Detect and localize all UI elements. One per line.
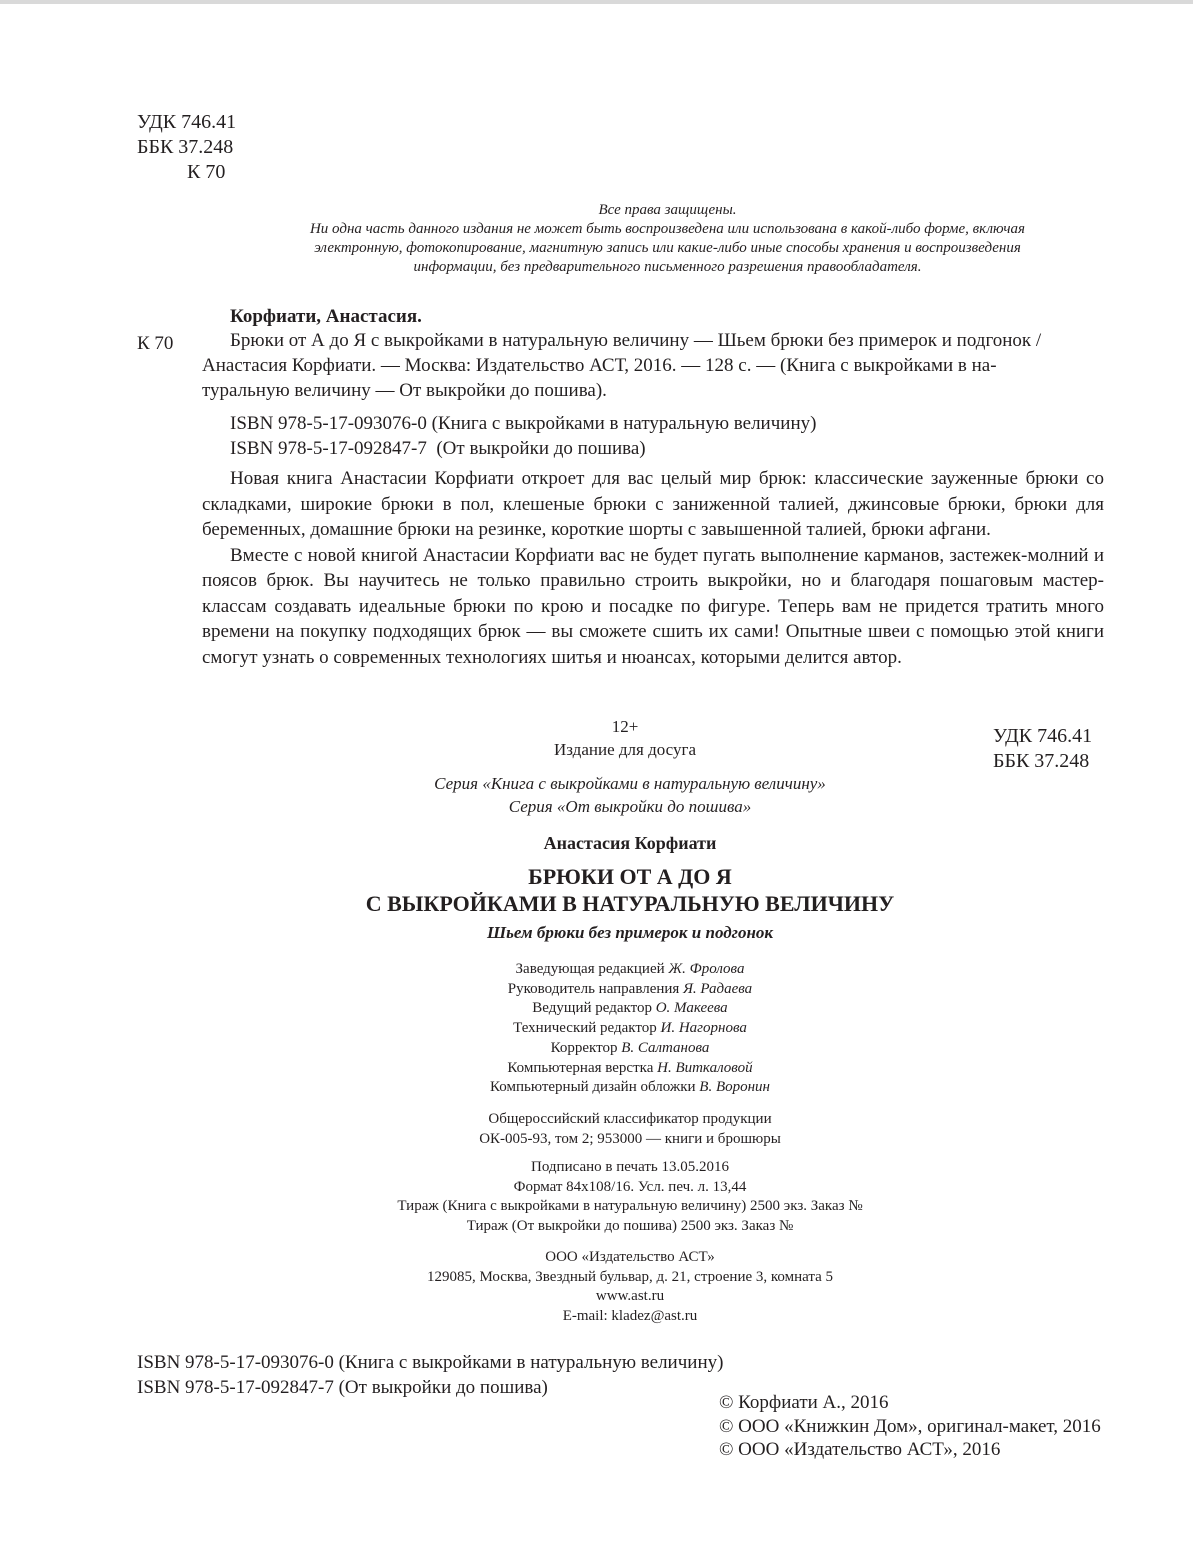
book-title: [280, 863, 980, 917]
rights-line: Все права защищены.: [598, 202, 737, 218]
bibliographic-description: [202, 328, 1103, 403]
isbn-line: ISBN 978-5-17-093076-0 (Книга с выкройками в натуральную величину): [137, 1352, 724, 1373]
author-mark: К 70: [187, 161, 226, 183]
staff-role: Компьютерный дизайн обложки: [489, 1079, 696, 1096]
staff-name: Н. Виткаловой: [657, 1059, 753, 1076]
biblio-line: Брюки от А до Я с выкройками в натуральную величину — Шьем брюки без примерок и подгонок /: [230, 330, 1042, 351]
isbn-line: ISBN 978-5-17-092847-7 (От выкройки до пошива): [137, 1377, 548, 1398]
catalog-isbn-2: ISBN 978-5-17-092847-7 (От выкройки до пошива): [230, 438, 646, 459]
rights-line: Ни одна часть данного издания не может быть воспроизведена или использована в какой-либо форме, включая: [309, 221, 1026, 237]
print-line: Тираж (От выкройки до пошива) 2500 экз. Заказ №: [466, 1217, 794, 1234]
staff-name: В. Воронин: [699, 1079, 770, 1096]
udk-block-right: [993, 724, 1092, 774]
staff-name: В. Салтанова: [621, 1039, 710, 1056]
staff-line: [330, 1078, 930, 1098]
staff-role: Ведущий редактор: [532, 1000, 652, 1017]
series-line: Серия «От выкройки до пошива»: [508, 797, 752, 816]
product-classifier: [330, 1110, 930, 1149]
staff-line: [330, 980, 930, 1000]
publisher-website: www.ast.ru: [595, 1288, 665, 1304]
staff-role: Заведующая редакцией: [515, 961, 665, 977]
biblio-line: Анастасия Корфиати. — Москва: Издательство АСТ, 2016. — 128 с. — (Книга с выкройками в на-: [202, 355, 997, 376]
staff-line: [330, 960, 930, 980]
print-line: Тираж (Книга с выкройками в натуральную величину) 2500 экз. Заказ №: [397, 1198, 863, 1214]
staff-line: [330, 1019, 930, 1039]
staff-role: Технический редактор: [513, 1020, 657, 1037]
staff-role: Корректор: [550, 1039, 618, 1056]
staff-name: О. Макеева: [655, 1000, 728, 1017]
book-title-line: БРЮКИ ОТ А ДО Я: [528, 864, 732, 889]
rights-line: электронную, фотокопирование, магнитную запись или какие-либо иные способы хранения и воспроизведения: [314, 240, 1021, 256]
staff-name: Я. Радаева: [683, 980, 753, 997]
publisher-name: ООО «Издательство АСТ»: [545, 1249, 715, 1265]
udk-code: УДК 746.41: [137, 111, 237, 133]
bbk-code: ББК 37.248: [993, 750, 1090, 772]
series-block: [330, 772, 930, 818]
copyright-line: © Корфиати А., 2016: [719, 1392, 889, 1413]
book-subtitle: Шьем брюки без примерок и подгонок: [487, 923, 773, 942]
annotation: [202, 466, 1104, 670]
staff-name: И. Нагорнова: [660, 1020, 747, 1037]
publisher-info: [330, 1248, 930, 1326]
udk-block-top: [137, 110, 236, 185]
classifier-line: ОК-005-93, том 2; 953000 — книги и брошюры: [479, 1130, 781, 1147]
page-top-edge: [0, 0, 1193, 4]
print-line: Формат 84x108/16. Усл. печ. л. 13,44: [513, 1178, 747, 1195]
copyright-block: [719, 1391, 1101, 1462]
staff-role: Руководитель направления: [507, 980, 680, 997]
staff-line: [330, 1059, 930, 1079]
age-rating: 12+: [611, 717, 639, 736]
series-line: Серия «Книга с выкройками в натуральную величину»: [434, 774, 826, 793]
book-author: Анастасия Корфиати: [543, 833, 717, 853]
age-rating-block: [490, 715, 760, 761]
book-title-line: С ВЫКРОЙКАМИ В НАТУРАЛЬНУЮ ВЕЛИЧИНУ: [365, 891, 895, 916]
staff-credits: [330, 960, 930, 1098]
isbn-block: [137, 1350, 723, 1400]
print-info: [290, 1158, 970, 1236]
catalog-author-heading: Корфиати, Анастасия.: [230, 306, 422, 327]
staff-line: [330, 1039, 930, 1059]
biblio-line: туральную величину — От выкройки до пошива).: [202, 380, 607, 401]
bbk-code: ББК 37.248: [137, 136, 234, 158]
publisher-email: E-mail: kladez@ast.ru: [562, 1307, 698, 1324]
annotation-paragraph: Вместе с новой книгой Анастасии Корфиати вас не будет пугать выполнение карманов, застежек-молний и поясов брюк. Вы научитесь не только правильно строить выкройки, но и благодаря пошаговым мастер-классам создавать идеальные брюки по крою и посадке по фигуре. Теперь вам не придется тратить много времени на покупку подходящих брюк — вы сможете сшить их сами! Опытные швеи с помощью этой книги смогут узнать о современных технологиях шитья и нюансах, которыми делится автор.: [202, 544, 1104, 668]
staff-name: Ж. Фролова: [668, 961, 745, 977]
publisher-address: 129085, Москва, Звездный бульвар, д. 21, строение 3, комната 5: [426, 1268, 834, 1285]
staff-line: [330, 999, 930, 1019]
rights-notice: [0, 201, 1193, 277]
rights-line: информации, без предварительного письменного разрешения правообладателя.: [413, 259, 922, 275]
annotation-paragraph: Новая книга Анастасии Корфиати откроет для вас целый мир брюк: классические зауженные брюки со складками, широкие брюки в пол, клешеные брюки с заниженной талией, джинсовые брюки, брюки для беременных, домашние брюки на резинке, короткие шорты с завышенной талией, брюки афгани.: [202, 468, 1104, 540]
print-line: Подписано в печать 13.05.2016: [531, 1159, 729, 1175]
catalog-author-mark: К 70: [137, 333, 174, 354]
copyright-line: © ООО «Книжкин Дом», оригинал-макет, 2016: [719, 1415, 1101, 1437]
udk-code: УДК 746.41: [993, 725, 1093, 747]
classifier-line: Общероссийский классификатор продукции: [488, 1111, 772, 1127]
staff-role: Компьютерная верстка: [507, 1059, 654, 1076]
catalog-isbn-1: ISBN 978-5-17-093076-0 (Книга с выкройками в натуральную величину): [230, 413, 817, 434]
copyright-line: © ООО «Издательство АСТ», 2016: [719, 1439, 1001, 1460]
edition-type: Издание для досуга: [554, 740, 696, 759]
